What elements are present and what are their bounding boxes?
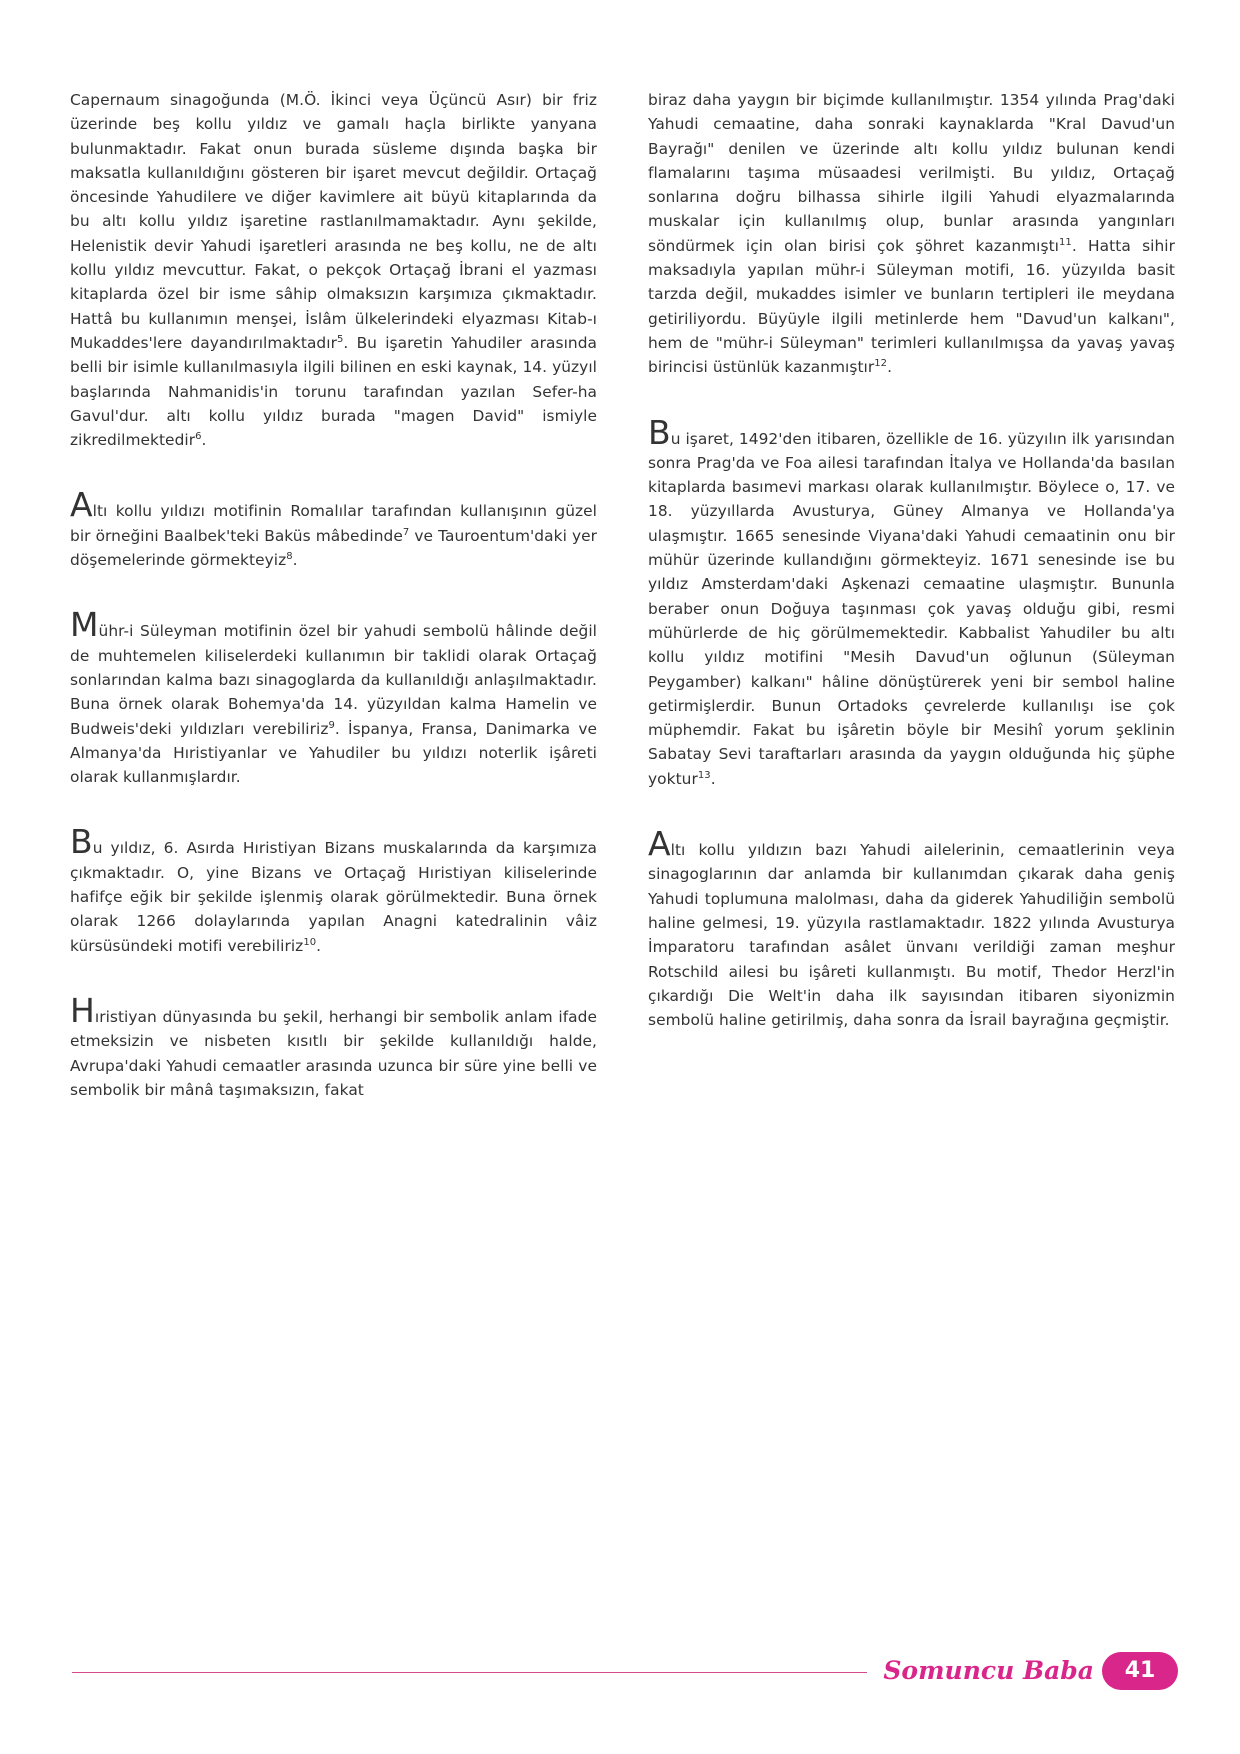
paragraph-text: . xyxy=(887,358,893,377)
paragraph-text: Capernaum sinagoğunda (M.Ö. İkinci veya Üçüncü Asır) bir friz üzerinde beş kollu yıldız ve gamalı haçla birlikte yanyana bulunmaktadır. Fakat onun burada süsleme dışında başka bir maksatla kullanıldığını gösteren bir işaret mevcut değildir. Ortaçağ öncesinde Yahudilere ve diğer kavimlere ait büyü kitaplarında da bu altı kollu yıldız işaretine rastlanılmamaktadır. Aynı şekilde, Helenistik devir Yahudi işaretleri arasında ne beş kollu, ne de altı kollu yıldız mevcuttur. Fakat, o pekçok Ortaçağ İbrani el yazması kitaplarda özel bir isme sâhip olmaksızın karşımıza çıkmaktadır. Hattâ bu kullanımın menşei, İslâm ülkelerindeki elyazması Kitab-ı Mukaddes'lere dayandırılmaktadır xyxy=(70,91,597,352)
left-column xyxy=(70,88,597,1145)
footnote-ref: 10 xyxy=(303,936,317,948)
paragraph-text: . xyxy=(710,769,716,788)
footer-rule xyxy=(72,1672,867,1673)
footnote-ref: 7 xyxy=(402,526,410,538)
drop-cap: A xyxy=(648,824,671,864)
drop-cap: H xyxy=(70,990,95,1030)
drop-cap: B xyxy=(648,412,671,452)
footnote-ref: 13 xyxy=(697,769,711,781)
paragraph xyxy=(648,88,1175,380)
paragraph-text: . Hatta sihir maksadıyla yapılan mühr-i Süleyman motifi, 16. yüzyılda basit tarzda değil, mukaddes isimler ve bunların tertipleri ile meydana getiriliyordu. Büyüyle ilgili metinlerde hem "Davud'un kalkanı", hem de "mühr-i Süleyman" terimleri kullanılmışsa da yavaş yavaş birincisi üstünlük kazanmıştır xyxy=(648,236,1175,377)
drop-cap: A xyxy=(70,485,93,525)
paragraph-text: ltı kollu yıldızı motifinin Romalılar tarafından kullanışının güzel bir örneğini Baalbek'teki Baküs mâbedinde xyxy=(70,502,597,545)
page-number-badge: 41 xyxy=(1102,1652,1178,1690)
paragraph-text: . İspanya, Fransa, Danimarka ve Almanya'da Hıristiyanlar ve Yahudiler bu yıldızı noterlik işâreti olarak kullanmışlardır. xyxy=(70,719,597,787)
paragraph xyxy=(70,485,597,572)
paragraph-text: ltı kollu yıldızın bazı Yahudi ailelerinin, cemaatlerinin veya sinagoglarının dar anlamda bir kullanımdan çıkarak daha geniş Yahudi toplumuna malolması, daha da giderek Yahudiliğin sembolü haline gelmesi, 19. yüzyıla rastlamaktadır. 1822 yılında Avusturya İmparatoru tarafından asâlet ünvanı verildiği zaman meşhur Rotschild ailesi bu işâreti kullanmıştı. Bu motif, Thedor Herzl'in çıkardığı Die Welt'in daha ilk sayısından itibaren siyonizmin sembolü haline getirilmiş, daha sonra da İsrail bayrağına geçmiştir. xyxy=(648,841,1175,1030)
paragraph-text: u işaret, 1492'den itibaren, özellikle de 16. yüzyılın ilk yarısından sonra Prag'da ve Foa ailesi tarafından İtalya ve Hollanda'da basılan kitaplarda basımevi markası olarak kullanılmıştır. Böylece o, 17. ve 18. yüzyıllarda Avusturya, Güney Almanya ve Hollanda'ya ulaşmıştır. 1665 senesinde Viyana'daki Yahudi cemaatinin onu bir mühür üzerinde kullandığını görmekteyiz. 1671 senesinde ise bu yıldız Amsterdam'daki Aşkenazi cemaatine ulaşmıştır. Bununla beraber onun Doğuya taşınması çok yavaş olduğu gibi, resmi mühürlerde de hiç görülmemektedir. Kabbalist Yahudiler bu altı kollu yıldız motifini "Mesih Davud'un oğlunun (Süleyman Peygamber) kalkanı" hâline dönüştürerek yeni bir sembol haline getirmişlerdir. Bunun Ortadoks çevrelerde kullanılışı ise çok müphemdir. Fakat bu işâretin böyle bir Mesihî yorum şeklinin Sabatay Sevi taraftarları arasında da yaygın olduğunda hiç şüphe yoktur xyxy=(648,429,1175,788)
paragraph-text: biraz daha yaygın bir biçimde kullanılmıştır. 1354 yılında Prag'daki Yahudi cemaatine, daha sonraki kaynaklarda "Kral Davud'un Bayrağı" denilen ve üzerinde altı kollu yıldız bulunan kendi flamalarını taşıma müsaadesi verilmişti. Bu yıldız, Ortaçağ sonlarına doğru bilhassa sihirle ilgili Yahudi elyazmalarında muskalar için kullanılmış olup, bunlar arasında yangınları söndürmek için olan birisi çok şöhret kazanmıştı xyxy=(648,91,1175,255)
right-column xyxy=(648,88,1175,1075)
paragraph-text: . xyxy=(201,431,207,450)
drop-cap: B xyxy=(70,822,93,862)
paragraph xyxy=(70,822,597,957)
paragraph-text: ühr-i Süleyman motifinin özel bir yahudi sembolü hâlinde değil de muhtemelen kiliselerdeki kullanımın bir taklidi olarak Ortaçağ sonlarından kalma bazı sinagoglarda da kullanıldığı anlaşılmaktadır. Buna örnek olarak Bohemya'da 14. yüzyıldan kalma Hamelin ve Budweis'deki yıldızları verebiliriz xyxy=(70,622,597,738)
paragraph-text: . xyxy=(316,936,322,955)
paragraph xyxy=(648,824,1175,1032)
footnote-ref: 6 xyxy=(195,431,202,443)
paragraph xyxy=(70,990,597,1102)
footnote-ref: 9 xyxy=(328,719,335,731)
footnote-ref: 5 xyxy=(336,333,344,345)
paragraph xyxy=(648,412,1175,791)
paragraph-text: ve Tauroentum'daki yer döşemelerinde görmekteyiz xyxy=(70,526,597,570)
paragraph-text: . Bu işaretin Yahudiler arasında belli bir isimle kullanılmasıyla ilgili bilinen en eski kaynak, 14. yüzyıl başlarında Nahmanidis'in torunu tarafından yazılan Sefer-ha Gavul'dur. altı kollu yıldız burada "magen David" ismiyle zikredilmektedir xyxy=(70,333,598,450)
footnote-ref: 11 xyxy=(1058,236,1072,248)
paragraph xyxy=(70,605,597,789)
footnote-ref: 12 xyxy=(874,358,888,370)
paragraph-text: . xyxy=(292,551,298,570)
brand-logo: Somuncu Baba xyxy=(883,1656,1094,1685)
paragraph xyxy=(70,88,597,452)
paragraph-text: u yıldız, 6. Asırda Hıristiyan Bizans muskalarında da karşımıza çıkmaktadır. O, yine Bizans ve Ortaçağ Hıristiyan kiliselerinde hafifçe eğik bir şekilde işlenmiş olarak görülmektedir. Buna örnek olarak 1266 dolaylarında yapılan Anagni katedralinin vâiz kürsüsündeki motifi verebiliriz xyxy=(70,839,597,955)
footnote-ref: 8 xyxy=(286,550,293,562)
drop-cap: M xyxy=(70,605,99,645)
paragraph-text: ıristiyan dünyasında bu şekil, herhangi bir sembolik anlam ifade etmeksizin ve nisbeten kısıtlı bir şekilde kullanıldığı halde, Avrupa'daki Yahudi cemaatler arasında uzunca bir süre yine belli ve sembolik bir mânâ taşımaksızın, fakat xyxy=(70,1007,597,1099)
